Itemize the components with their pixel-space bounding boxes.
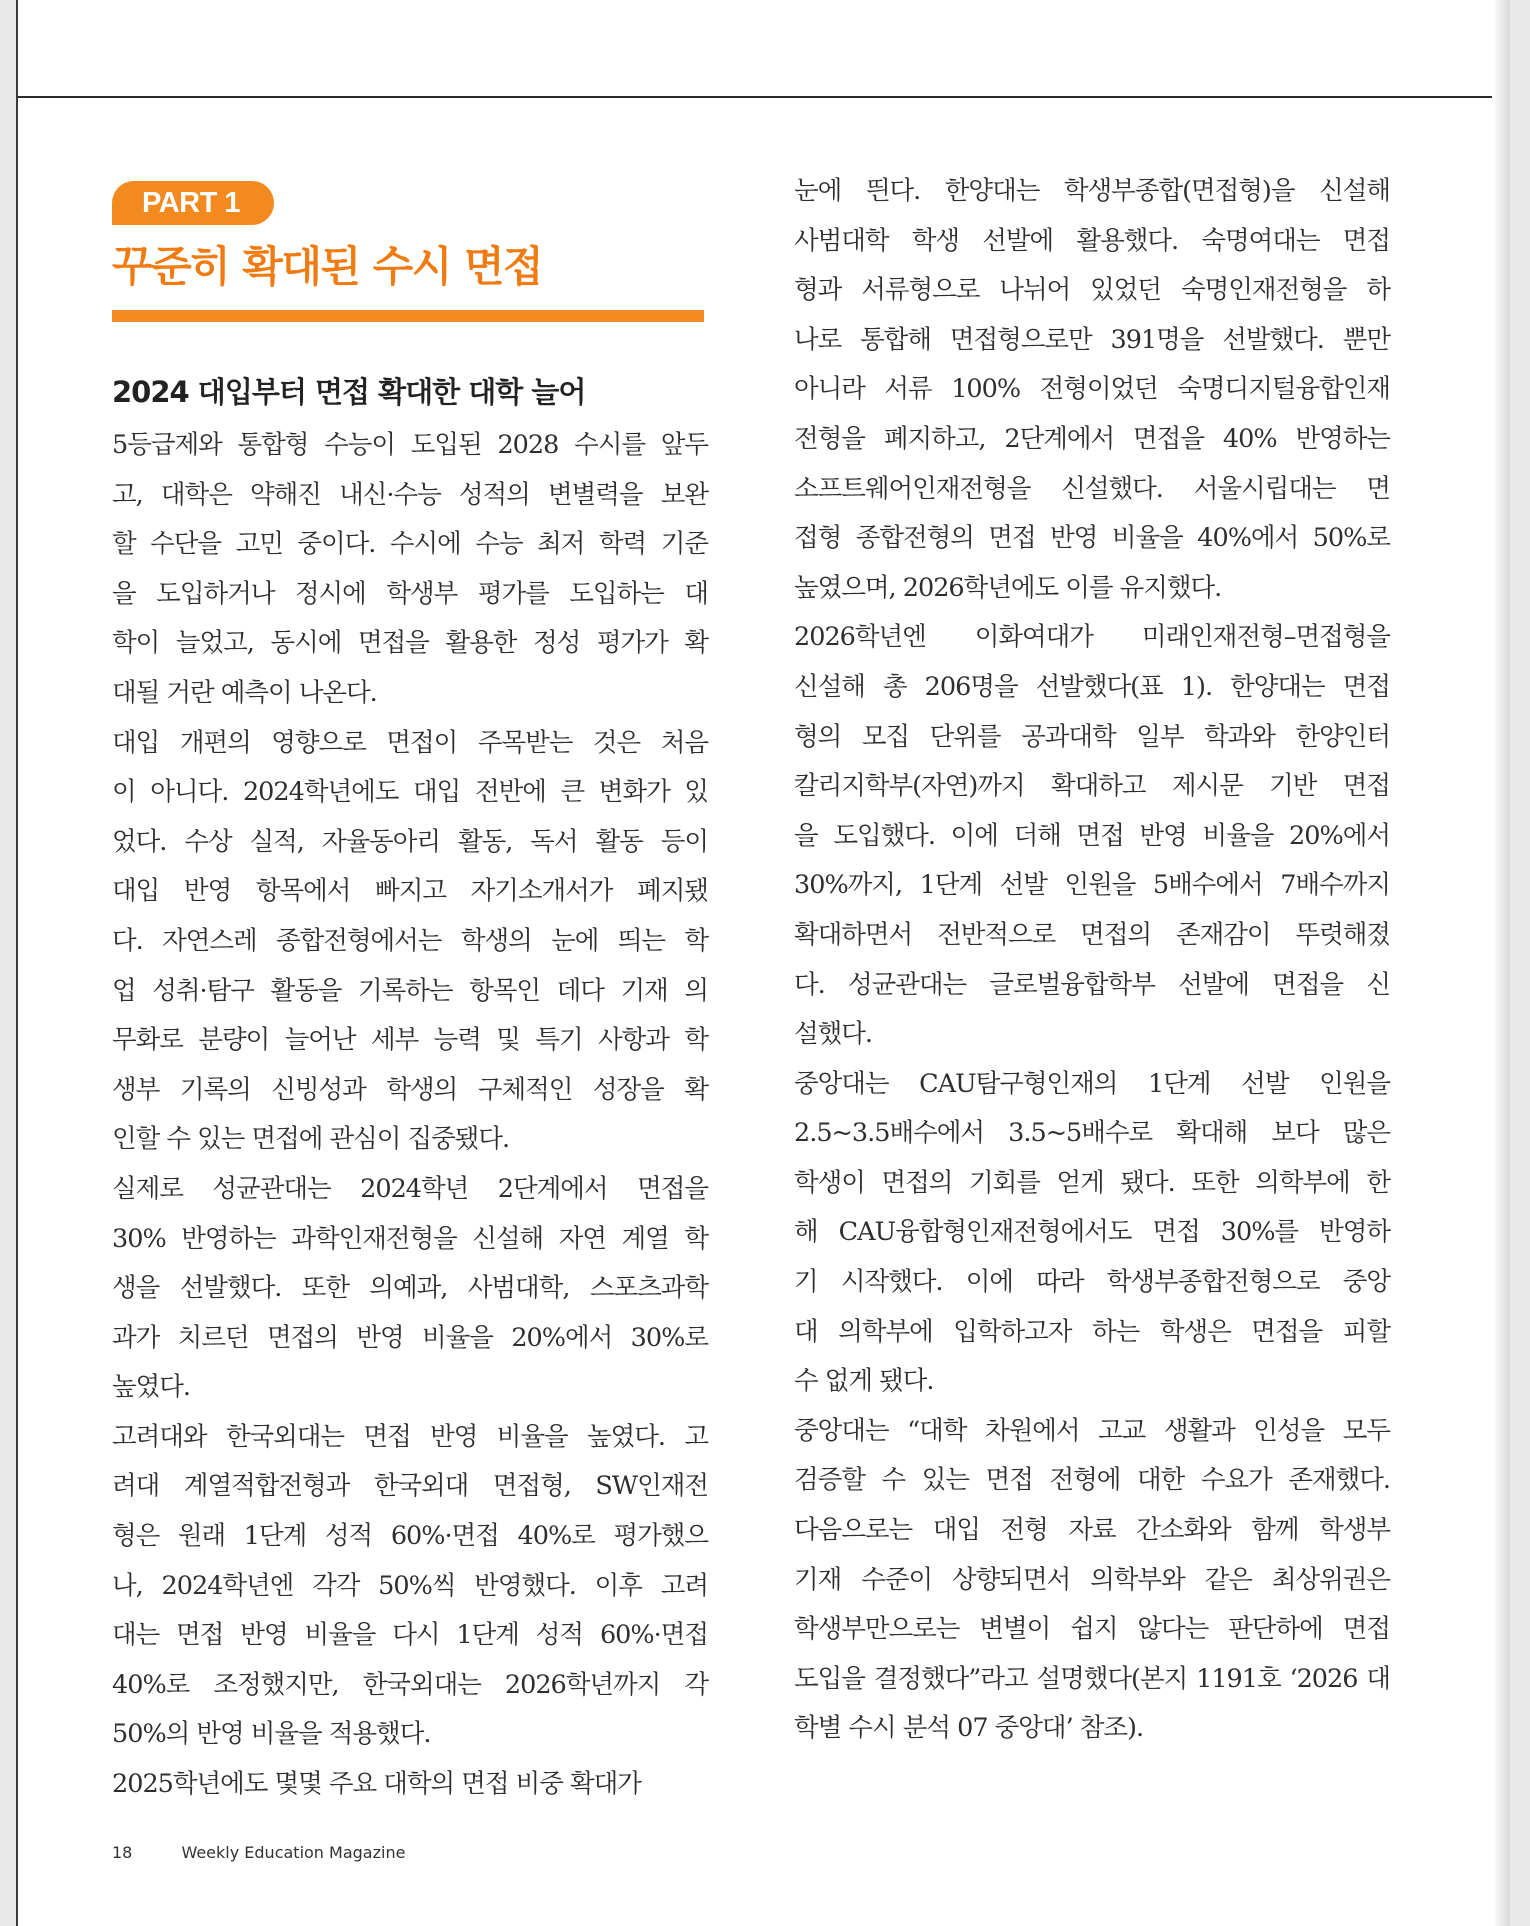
text-line: 신설해 총 206명을 선발했다(표 1). 한양대는 면접: [794, 671, 1390, 702]
text-line: 50%의 반영 비율을 적용했다.: [112, 1719, 431, 1750]
text-line: 나, 2024학년엔 각각 50%씩 반영했다. 이후 고려: [112, 1570, 708, 1601]
text-line: 고려대와 한국외대는 면접 반영 비율을 높였다. 고: [112, 1421, 708, 1452]
left-column: [112, 370, 708, 1810]
text-line: 려대 계열적합전형과 한국외대 면접형, SW인재전: [112, 1471, 708, 1502]
text-line: 중앙대는 CAU탐구형인재의 1단계 선발 인원을: [794, 1068, 1390, 1099]
text-line: 다. 성균관대는 글로벌융합학부 선발에 면접을 신: [794, 969, 1390, 1000]
title-underline: [112, 310, 704, 322]
text-line: 생부 기록의 신빙성과 학생의 구체적인 성장을 확: [112, 1074, 708, 1105]
text-line: 할 수단을 고민 중이다. 수시에 수능 최저 학력 기준: [112, 529, 708, 560]
text-line: 30% 반영하는 과학인재전형을 신설해 자연 계열 학: [112, 1223, 708, 1254]
page-edge-shadow: [1492, 0, 1510, 1926]
text-line: 형은 원래 1단계 성적 60%·면접 40%로 평가했으: [112, 1521, 708, 1552]
text-line: 학별 수시 분석 07 중앙대’ 참조).: [794, 1713, 1144, 1744]
part-badge: PART 1: [112, 181, 274, 225]
text-line: 소프트웨어인재전형을 신설했다. 서울시립대는 면: [794, 473, 1390, 504]
text-line: 대될 거란 예측이 나온다.: [112, 677, 377, 708]
text-line: 아니라 서류 100% 전형이었던 숙명디지털융합인재: [794, 374, 1390, 405]
text-line: 설했다.: [794, 1019, 873, 1050]
magazine-page: [16, 0, 1510, 1926]
text-line: 대입 반영 항목에서 빠지고 자기소개서가 폐지됐: [112, 876, 708, 907]
text-line: 형의 모집 단위를 공과대학 일부 학과와 한양인터: [794, 721, 1390, 752]
text-line: 전형을 폐지하고, 2단계에서 면접을 40% 반영하는: [794, 423, 1390, 454]
text-line: 대입 개편의 영향으로 면접이 주목받는 것은 처음: [112, 727, 708, 758]
text-line: 2026학년엔 이화여대가 미래인재전형–면접형을: [794, 622, 1390, 653]
text-line: 30%까지, 1단계 선발 인원을 5배수에서 7배수까지: [794, 870, 1390, 901]
text-line: 학생부만으로는 변별이 쉽지 않다는 판단하에 면접: [794, 1614, 1390, 1645]
text-line: 수 없게 됐다.: [794, 1366, 934, 1397]
text-line: 학생이 면접의 기회를 얻게 됐다. 또한 의학부에 한: [794, 1167, 1390, 1198]
text-line: 높였으며, 2026학년에도 이를 유지했다.: [794, 572, 1222, 603]
text-line: 사범대학 학생 선발에 활용했다. 숙명여대는 면접: [794, 225, 1390, 256]
text-line: 을 도입하거나 정시에 학생부 평가를 도입하는 대: [112, 578, 708, 609]
magazine-name: Weekly Education Magazine: [181, 1843, 406, 1862]
text-line: 40%로 조정했지만, 한국외대는 2026학년까지 각: [112, 1669, 708, 1700]
text-line: 과가 치르던 면접의 반영 비율을 20%에서 30%로: [112, 1322, 708, 1353]
text-line: 해 CAU융합형인재전형에서도 면접 30%를 반영하: [794, 1217, 1390, 1248]
text-line: 무화로 분량이 늘어난 세부 능력 및 특기 사항과 학: [112, 1025, 708, 1056]
text-line: 높였다.: [112, 1372, 191, 1403]
text-line: 눈에 띈다. 한양대는 학생부종합(면접형)을 신설해: [794, 176, 1390, 206]
text-line: 다음으로는 대입 전형 자료 간소화와 함께 학생부: [794, 1515, 1390, 1546]
text-line: 도입을 결정했다”라고 설명했다(본지 1191호 ‘2026 대: [794, 1663, 1390, 1694]
left-subheading: 2024 대입부터 면접 확대한 대학 늘어: [112, 375, 586, 409]
text-line: 기 시작했다. 이에 따라 학생부종합전형으로 중앙: [794, 1267, 1390, 1298]
text-line: 중앙대는 “대학 차원에서 고교 생활과 인성을 모두: [794, 1415, 1390, 1446]
text-line: 실제로 성균관대는 2024학년 2단계에서 면접을: [112, 1173, 708, 1204]
text-line: 대 의학부에 입학하고자 하는 학생은 면접을 피할: [794, 1316, 1390, 1347]
text-line: 2025학년에도 몇몇 주요 대학의 면접 비중 확대가: [112, 1769, 641, 1800]
text-line: 대는 면접 반영 비율을 다시 1단계 성적 60%·면접: [112, 1620, 708, 1651]
left-body-text: [112, 421, 708, 1810]
text-line: 이 아니다. 2024학년에도 대입 전반에 큰 변화가 있: [112, 777, 708, 808]
text-line: 고, 대학은 약해진 내신·수능 성적의 변별력을 보완: [112, 479, 708, 510]
text-line: 기재 수준이 상향되면서 의학부와 같은 최상위권은: [794, 1564, 1390, 1595]
text-line: 었다. 수상 실적, 자율동아리 활동, 독서 활동 등이: [112, 826, 708, 857]
text-line: 5등급제와 통합형 수능이 도입된 2028 수시를 앞두: [112, 430, 708, 460]
text-line: 나로 통합해 면접형으로만 391명을 선발했다. 뿐만: [794, 324, 1390, 355]
page-footer: [112, 1843, 405, 1862]
text-line: 형과 서류형으로 나뉘어 있었던 숙명인재전형을 하: [794, 275, 1390, 306]
text-line: 2.5~3.5배수에서 3.5~5배수로 확대해 보다 많은: [794, 1118, 1390, 1149]
text-line: 업 성취·탐구 활동을 기록하는 항목인 데다 기재 의: [112, 975, 708, 1006]
text-line: 다. 자연스레 종합전형에서는 학생의 눈에 띄는 학: [112, 925, 708, 956]
right-column: [794, 167, 1390, 1754]
right-body-text: [794, 167, 1390, 1754]
text-line: 칼리지학부(자연)까지 확대하고 제시문 기반 면접: [794, 771, 1390, 802]
page-number: 18: [112, 1843, 133, 1862]
text-line: 인할 수 있는 면접에 관심이 집중됐다.: [112, 1124, 510, 1155]
text-line: 확대하면서 전반적으로 면접의 존재감이 뚜렷해졌: [794, 919, 1390, 950]
text-line: 을 도입했다. 이에 더해 면접 반영 비율을 20%에서: [794, 820, 1390, 851]
text-line: 검증할 수 있는 면접 전형에 대한 수요가 존재했다.: [794, 1465, 1390, 1496]
text-line: 생을 선발했다. 또한 의예과, 사범대학, 스포츠과학: [112, 1273, 708, 1304]
text-line: 학이 늘었고, 동시에 면접을 활용한 정성 평가가 확: [112, 628, 708, 659]
section-title: 꾸준히 확대된 수시 면접: [112, 242, 543, 291]
top-divider: [18, 96, 1510, 98]
text-line: 접형 종합전형의 면접 반영 비율을 40%에서 50%로: [794, 523, 1390, 554]
